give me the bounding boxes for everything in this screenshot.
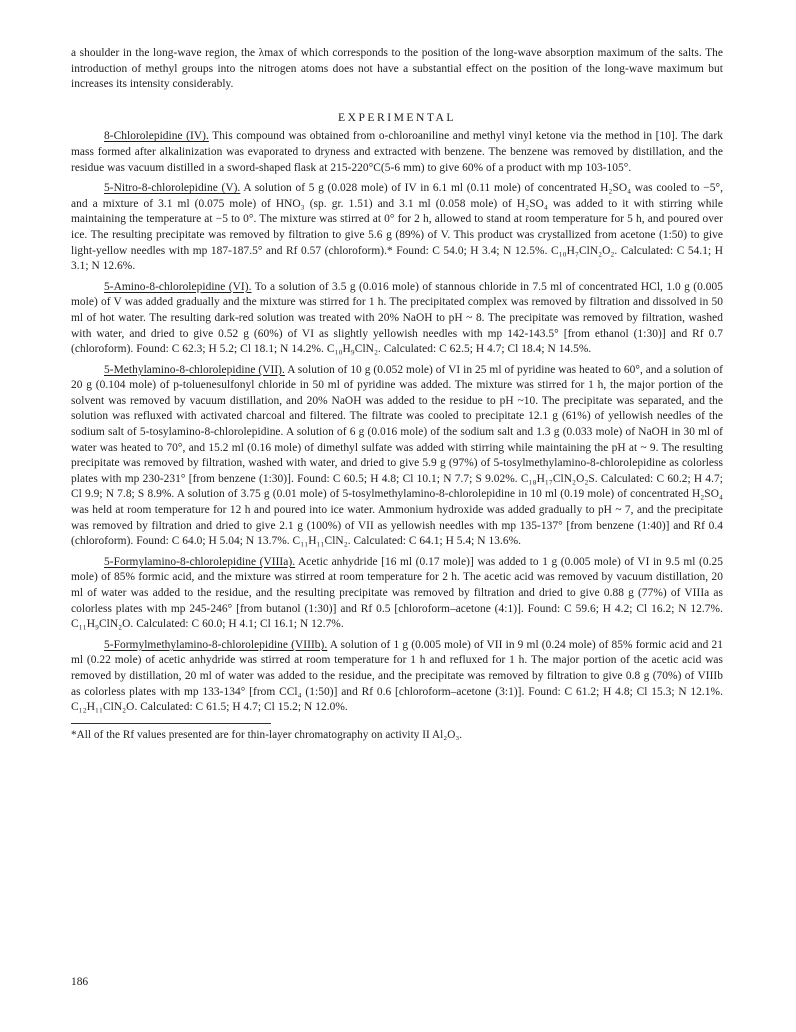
- footnote: *All of the Rf values presented are for thin-layer chromatography on activity II Al₂O₃.: [71, 728, 463, 741]
- paragraph-methylamino-chlorolepidine: [71, 363, 723, 550]
- paragraph-text: To a solution of 3.5 g (0.016 mole) of stannous chloride in 7.5 ml of concentrated HCl, 1.0 g (0.005 mole) of V was added gradually and the mixture was stirred for 1 h. The precipitated complex was removed by filtration and dissolved in 50 ml of hot water. The resulting dark-red solution was treated with 20% NaOH to pH ~ 8. The precipitate was removed by filtration, washed with water, and dried to give 0.52 g (60%) of VI as slightly yellowish needles with mp 142-143.5° [from ethanol (1:30)] and Rf 0.7 (chloroform). Found: C 62.3; H 5.2; Cl 18.1; N 14.2%. C₁₀H₉ClN₂. Calculated: C 62.5; H 4.7; Cl 18.4; N 14.5%.: [71, 280, 723, 356]
- paragraph-text: This compound was obtained from o-chloroaniline and methyl vinyl ketone via the method in [10]. The dark mass formed after alkalinization was evaporated to dryness and extracted with benzene. The benzene was removed by distillation, and the residue was vacuum distilled in a sword-shaped flask at 215-220°C(5-6 mm) to give 60% of a product with mp 103-105°.: [71, 130, 723, 174]
- paragraph-text: Acetic anhydride [16 ml (0.17 mole)] was added to 1 g (0.005 mole) of VI in 9.5 ml (0.25 mole) of 85% formic acid, and the mixture was stirred at room temperature for 2 h. The acetic acid was removed by vacuum distillation, 20 ml of water was added to the residue, and the resulting precipitate was removed by filtration and dried to give 0.88 g (77%) of VIIIa as colorless plates with mp 245-246° [from butanol (1:30)] and Rf 0.5 [chloroform–acetone (4:1)]. Found: C 59.6; H 4.2; Cl 16.2; N 12.7%. C₁₁H₉ClN₂O. Calculated: C 60.0; H 4.1; Cl 16.1; N 12.7%.: [71, 555, 724, 631]
- paragraph-text: A solution of 10 g (0.052 mole) of VI in 25 ml of pyridine was heated to 60°, and a solution of 20 g (0.104 mole) of p-toluenesulfonyl chloride in 50 ml of pyridine was added. The mixture was stirred for 1 h, the major portion of the solvent was removed by vacuum distillation, and 20% NaOH was added to the residue to pH ~10. The precipitate was separated, and the solution was refluxed with activated charcoal and filtered. The filtrate was cooled to precipitate 12.1 g (61%) of yellowish needles of the sodium salt of 5-tosylamino-8-chlorolepidine. A solution of 6 g (0.016 mole) of the sodium salt and 1.3 g (0.033 mole) of NaOH in 30 ml of water was heated to 70°, and 15.2 ml (0.16 mole) of dimethyl sulfate was added with stirring while maintaining the pH at ~ 9. The resulting precipitate was removed by filtration, washed with water, and dried to give 5.9 g (97%) of 5-tosylmethylamino-8-chlorolepidine as colorless plates with mp 230-231° [from benzene (1:30)]. Found: C 60.5; H 4.8; Cl 10.1; N 7.7; S 9.02%. C₁₈H₁₇ClN₂O₂S. Calculated: C 60.2; H 4.7; Cl 9.9; N 7.8; S 8.9%. A solution of 3.75 g (0.01 mole) of 5-tosylmethylamino-8-chlorolepidine in 10 ml (0.19 mole) of concentrated H₂SO₄ was held at room temperature for 12 h and poured into ice water. Ammonium hydroxide was added gradually to pH ~ 7, and the precipitate was removed by filtration and dried to give 2.1 g (100%) of VII as yellowish needles with mp 135-137° [from benzene (1:40)] and Rf 0.4 (chloroform). Found: C 64.0; H 5.04; N 13.7%. C₁₁H₁₁ClN₂. Calculated: C 64.1; H 5.4; N 13.6%.: [71, 363, 723, 548]
- intro-paragraph: a shoulder in the long-wave region, the λmax of which corresponds to the position of the long-wave absorption maximum of the salts. The introduction of methyl groups into the nitrogen atoms does not have a substantial effect on the position of the long-wave maximum but increases its intensity considerably.: [71, 47, 723, 91]
- article-body: [71, 46, 723, 743]
- compound-title: 5-Amino-8-chlorolepidine (VI).: [104, 280, 252, 293]
- compound-title: 5-Nitro-8-chlorolepidine (V).: [104, 182, 241, 195]
- paragraph-text: A solution of 5 g (0.028 mole) of IV in 6.1 ml (0.11 mole) of concentrated H₂SO₄ was cooled to −5°, and a mixture of 3.1 ml (0.075 mole) of HNO₃ (sp. gr. 1.51) and 3.1 ml (0.058 mole) of H₂SO₄ was added to it with stirring while maintaining the temperature at −5 to 0°. The mixture was stirred at 0° for 2 h, allowed to stand at room temperature for 5 h, and poured over ice. The resulting precipitate was removed by filtration to give 5.6 g (89%) of V. This product was crystallized from acetone (1:50) to give light-yellow needles with mp 187-187.5° and Rf 0.57 (chloroform).* Found: C 54.0; H 3.4; N 12.5%. C₁₀H₇ClN₂O₂. Calculated: C 54.1; H 3.1; N 12.6%.: [71, 182, 723, 273]
- footnote-divider: [71, 723, 271, 724]
- paragraph-amino-chlorolepidine: [71, 280, 723, 358]
- section-title: EXPERIMENTAL: [338, 110, 456, 124]
- compound-title: 8-Chlorolepidine (IV).: [104, 130, 209, 143]
- paragraph-chlorolepidine: [71, 129, 723, 176]
- paragraph-formylmethylamino-chlorolepidine: [71, 638, 723, 716]
- compound-title: 5-Formylmethylamino-8-chlorolepidine (VIIIb).: [104, 638, 328, 651]
- paragraph-text: A solution of 1 g (0.005 mole) of VII in 9 ml (0.24 mole) of 85% formic acid and 21 ml (0.22 mole) of acetic anhydride was stirred at room temperature for 1 h and refluxed for 1 h. The major portion of the acetic acid was removed by distillation, 20 ml of water was added to the residue, and the precipitate was removed by filtration to give 0.8 g (70%) of VIIIb as colorless plates with mp 133-134° [from CCl₄ (1:50)] and Rf 0.6 [chloroform–acetone (3:1)]. Found: C 61.2; H 4.8; Cl 15.3; N 12.1%. C₁₂H₁₁ClN₂O. Calculated: C 61.5; H 4.7; Cl 15.2; N 12.0%.: [71, 638, 723, 714]
- paragraph-nitro-chlorolepidine: [71, 181, 723, 275]
- paragraph-formylamino-chlorolepidine: [71, 555, 723, 633]
- compound-title: 5-Methylamino-8-chlorolepidine (VII).: [104, 363, 285, 376]
- compound-title: 5-Formylamino-8-chlorolepidine (VIIIa).: [104, 555, 296, 568]
- page-number: 186: [71, 976, 89, 988]
